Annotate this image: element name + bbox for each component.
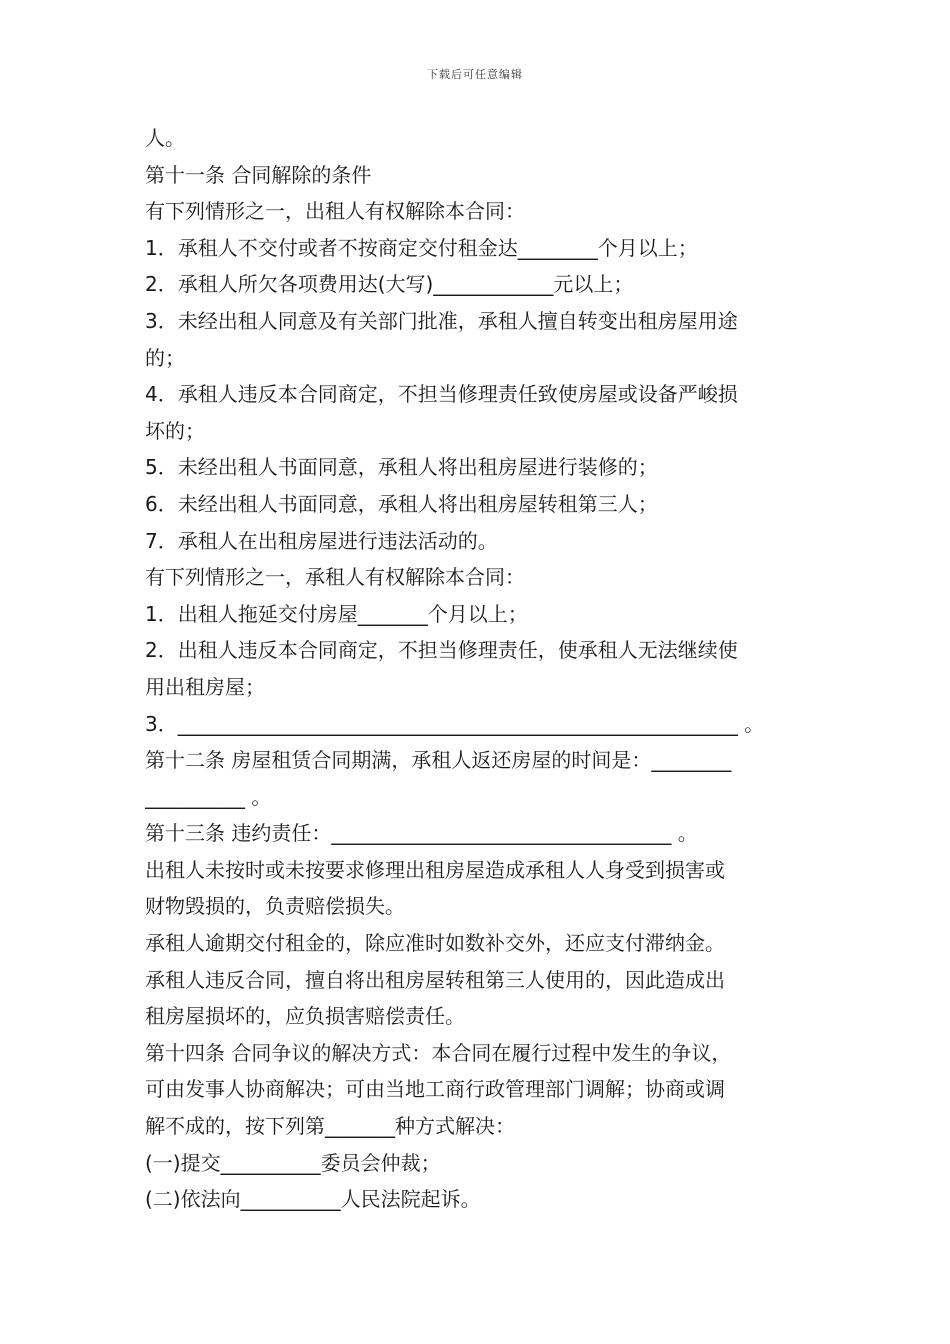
- text-line: 用出租房屋；: [145, 674, 265, 699]
- list-item: (一)提交__________委员会仲裁；: [145, 1150, 441, 1175]
- list-item: 1．出租人拖延交付房屋_______个月以上；: [145, 601, 528, 626]
- list-item: 5．未经出租人书面同意，承租人将出租房屋进行装修的；: [145, 455, 658, 480]
- list-item: 1．承租人不交付或者不按商定交付租金达________个月以上；: [145, 235, 698, 260]
- list-item: 6．未经出租人书面同意，承租人将出租房屋转租第三人；: [145, 491, 658, 516]
- page-header: 下载后可任意编辑: [427, 68, 523, 81]
- article-14-heading: 第十四条 合同争议的解决方式：本合同在履行过程中发生的争议，: [145, 1040, 732, 1065]
- list-item: 3．________________________________________________________ 。: [145, 711, 765, 736]
- list-item: 2．承租人所欠各项费用达(大写)____________元以上；: [145, 272, 634, 297]
- text-line: 出租人未按时或未按要求修理出租房屋造成承租人人身受到损害或: [145, 857, 725, 882]
- text-line: 租房屋损坏的，应负损害赔偿责任。: [145, 1004, 465, 1029]
- list-item: 4．承租人违反本合同商定，不担当修理责任致使房屋或设备严峻损: [145, 382, 738, 407]
- list-item: 3．未经出租人同意及有关部门批准，承租人擅自转变出租房屋用途: [145, 308, 738, 333]
- text-line: 承租人逾期交付租金的，除应准时如数补交外，还应支付滞纳金。: [145, 931, 725, 956]
- text-line: 财物毁损的，负责赔偿损失。: [145, 894, 405, 919]
- text-line: 人。: [145, 126, 185, 150]
- text-line: __________ 。: [145, 784, 272, 809]
- text-line: 坏的；: [145, 418, 205, 443]
- text-line: 可由发事人协商解决；可由当地工商行政管理部门调解；协商或调: [145, 1077, 725, 1102]
- text-line: 解不成的，按下列第_______种方式解决：: [145, 1114, 515, 1139]
- article-11-heading: 第十一条 合同解除的条件: [145, 162, 372, 187]
- list-item: 2．出租人违反本合同商定，不担当修理责任，使承租人无法继续使: [145, 638, 738, 663]
- list-item: (二)依法向__________人民法院起诉。: [145, 1187, 481, 1212]
- article-13-heading: 第十三条 违约责任：__________________________________ 。: [145, 821, 698, 846]
- text-line: 的；: [145, 345, 185, 370]
- article-12-heading: 第十二条 房屋租赁合同期满，承租人返还房屋的时间是：________: [145, 748, 732, 773]
- text-line: 有下列情形之一，承租人有权解除本合同：: [145, 565, 525, 590]
- list-item: 7．承租人在出租房屋进行违法活动的。: [145, 528, 498, 553]
- text-line: 有下列情形之一，出租人有权解除本合同：: [145, 199, 525, 224]
- document-body: [145, 120, 807, 1218]
- text-line: 承租人违反合同，擅自将出租房屋转租第三人使用的，因此造成出: [145, 967, 725, 992]
